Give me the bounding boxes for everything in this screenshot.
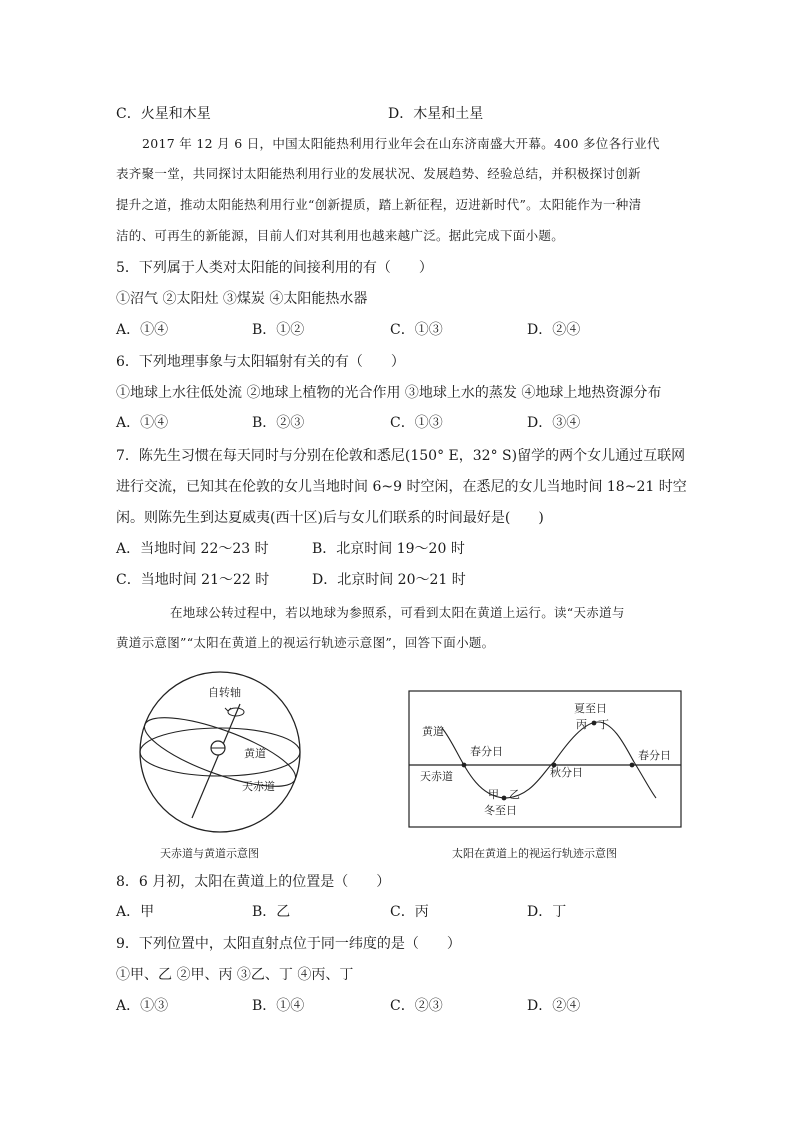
figure-sun-path xyxy=(408,690,684,830)
q9-stem: 9．下列位置中，太阳直射点位于同一纬度的是（ ） xyxy=(116,936,461,952)
q4-option-d: D．木星和土星 xyxy=(388,106,484,122)
q5-items: ①沼气 ②太阳灶 ③煤炭 ④太阳能热水器 xyxy=(116,291,368,307)
q5-option-a: A．①④ xyxy=(116,322,169,338)
q6-option-a: A．①④ xyxy=(116,415,169,431)
passage1-line-3: 提升之道，推动太阳能热利用行业“创新提质，踏上新征程，迈进新时代”。太阳能作为一种清 xyxy=(116,197,642,212)
q5-option-d: D．②④ xyxy=(527,322,581,338)
q9-items: ①甲、乙 ②甲、丙 ③乙、丁 ④丙、丁 xyxy=(116,967,354,983)
q7-option-d: D．北京时间 20～21 时 xyxy=(312,572,466,588)
q6-option-d: D．③④ xyxy=(527,415,581,431)
q5-option-b: B．①② xyxy=(252,322,305,338)
spring-equinox-label-2: 春分日 xyxy=(638,749,671,762)
q5-stem: 5．下列属于人类对太阳能的间接利用的有（ ） xyxy=(116,260,433,276)
q6-option-c: C．①③ xyxy=(390,415,443,431)
q9-option-d: D．②④ xyxy=(527,998,581,1014)
figure2-caption: 太阳在黄道上的视运行轨迹示意图 xyxy=(452,847,617,860)
summer-solstice-label: 夏至日 xyxy=(574,702,607,715)
q8-stem: 8．6 月初，太阳在黄道上的位置是（ ） xyxy=(116,874,391,890)
q6-stem: 6．下列地理事象与太阳辐射有关的有（ ） xyxy=(116,354,405,370)
figure-celestial-sphere xyxy=(132,668,322,836)
q5-option-c: C．①③ xyxy=(390,322,443,338)
point-yi-label: 乙 xyxy=(509,788,520,801)
point-ding-label: 丁 xyxy=(598,718,609,731)
passage2-line-2: 黄道示意图”“太阳在黄道上的视运行轨迹示意图”，回答下面小题。 xyxy=(116,635,495,650)
q7-stem-line-2: 进行交流，已知其在伦敦的女儿当地时间 6~9 时空闲，在悉尼的女儿当地时间 18~21 时空 xyxy=(116,479,687,495)
q6-option-b: B．②③ xyxy=(252,415,305,431)
axis-label: 自转轴 xyxy=(208,686,241,699)
q7-option-c: C．当地时间 21～22 时 xyxy=(116,572,270,588)
q8-option-b: B．乙 xyxy=(252,904,291,920)
winter-solstice-label: 冬至日 xyxy=(484,804,517,817)
equator-label-2: 天赤道 xyxy=(420,770,453,783)
ecliptic-label-2: 黄道 xyxy=(422,725,444,738)
q7-option-a: A．当地时间 22～23 时 xyxy=(116,541,269,557)
ecliptic-label: 黄道 xyxy=(244,747,266,760)
q8-option-c: C．丙 xyxy=(390,904,429,920)
autumn-equinox-label: 秋分日 xyxy=(550,766,583,779)
spring-equinox-label-1: 春分日 xyxy=(470,745,503,758)
point-bing-label: 丙 xyxy=(576,718,587,731)
figure1-caption: 天赤道与黄道示意图 xyxy=(160,847,259,860)
q4-option-c: C．火星和木星 xyxy=(116,106,211,122)
q9-option-a: A．①③ xyxy=(116,998,169,1014)
passage1-line-1: 2017 年 12 月 6 日，中国太阳能热利用行业年会在山东济南盛大开幕。400 多位各行业代 xyxy=(142,136,660,151)
passage1-line-2: 表齐聚一堂，共同探讨太阳能热利用行业的发展状况、发展趋势、经验总结，并积极探讨创新 xyxy=(116,166,641,181)
q8-option-a: A．甲 xyxy=(116,904,155,920)
q7-stem-line-3: 闲。则陈先生到达夏威夷(西十区)后与女儿们联系的时间最好是( ) xyxy=(116,510,544,526)
passage2-line-1: 在地球公转过程中，若以地球为参照系，可看到太阳在黄道上运行。读“天赤道与 xyxy=(170,605,625,620)
q7-stem-line-1: 7．陈先生习惯在每天同时与分别在伦敦和悉尼(150° E，32° S)留学的两个女儿通过互联网 xyxy=(116,448,686,464)
point-jia-label: 甲 xyxy=(488,788,499,801)
q8-option-d: D．丁 xyxy=(527,904,567,920)
q6-items: ①地球上水往低处流 ②地球上植物的光合作用 ③地球上水的蒸发 ④地球上地热资源分布 xyxy=(116,385,662,401)
passage1-line-4: 洁的、可再生的新能源，目前人们对其利用也越来越广泛。据此完成下面小题。 xyxy=(116,228,565,243)
q9-option-c: C．②③ xyxy=(390,998,443,1014)
equator-label: 天赤道 xyxy=(242,780,275,793)
q7-option-b: B．北京时间 19～20 时 xyxy=(312,541,465,557)
q9-option-b: B．①④ xyxy=(252,998,305,1014)
